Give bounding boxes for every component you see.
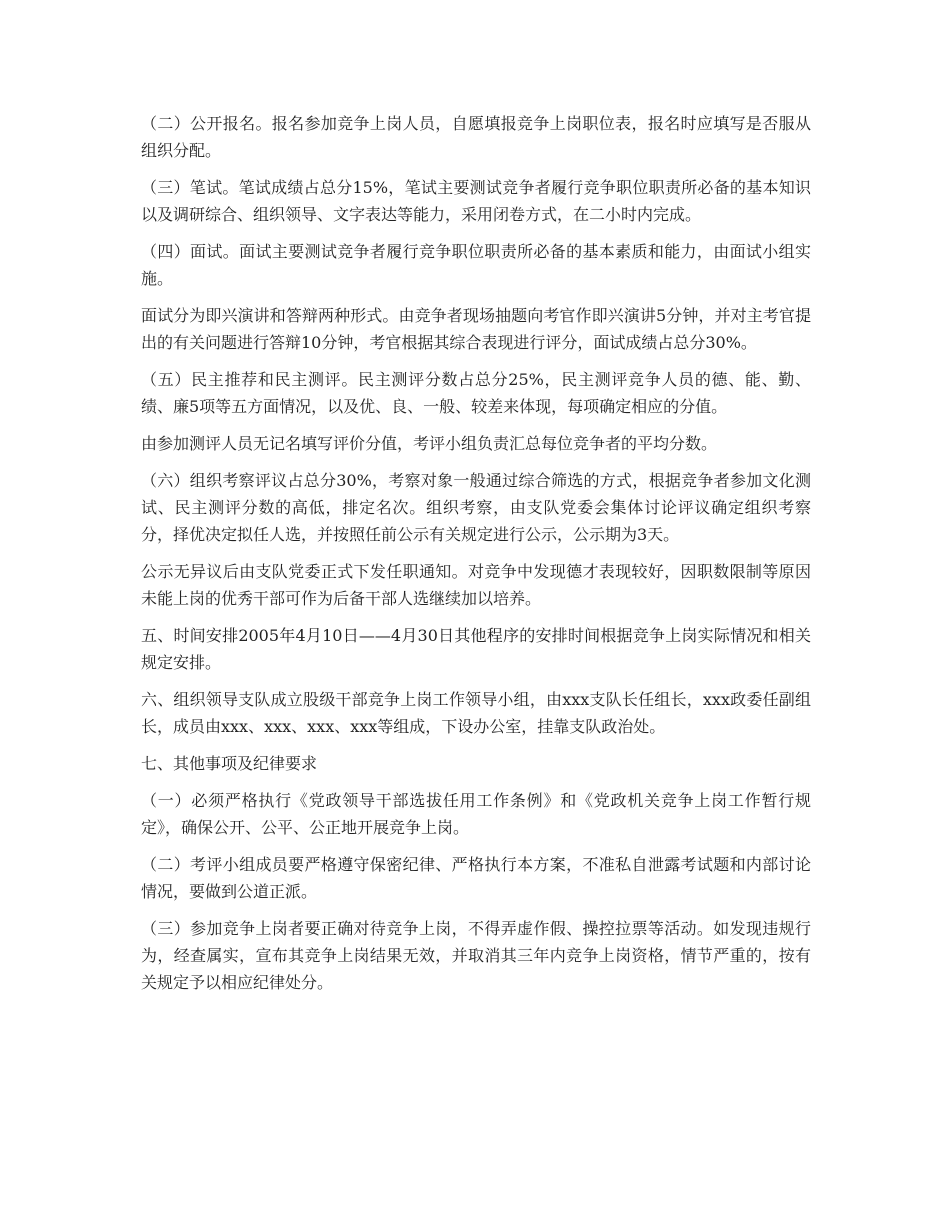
paragraph-regulations: （一）必须严格执行《党政领导干部选拔任用工作条例》和《党政机关竞争上岗工作暂行规定》，确保公开、公平、公正地开展竞争上岗。 xyxy=(141,791,811,837)
paragraph-leadership: 六、组织领导支队成立股级干部竞争上岗工作领导小组，由xxx支队长任组长，xxx政委任副组长，成员由xxx、xxx、xxx、xxx等组成，下设办公室，挂靠支队政治处。 xyxy=(141,690,811,736)
paragraph-misconduct: （三）参加竞争上岗者要正确对待竞争上岗，不得弄虚作假、操控拉票等活动。如发现违规行为，经查属实，宣布其竞争上岗结果无效，并取消其三年内竞争上岗资格，情节严重的，按有关规定予以相应纪律处分。 xyxy=(141,919,811,992)
paragraph-confidentiality: （二）考评小组成员要严格遵守保密纪律、严格执行本方案，不准私自泄露考试题和内部讨论情况，要做到公道正派。 xyxy=(141,855,811,901)
document-body xyxy=(141,110,811,1006)
section-heading-discipline: 七、其他事项及纪律要求 xyxy=(141,754,318,773)
paragraph-democratic-evaluation: （五）民主推荐和民主测评。民主测评分数占总分25%，民主测评竞争人员的德、能、勤、绩、廉5项等五方面情况，以及优、良、一般、较差来体现，每项确定相应的分值。 xyxy=(141,370,811,416)
paragraph-public-registration: （二）公开报名。报名参加竞争上岗人员，自愿填报竞争上岗职位表，报名时应填写是否服从组织分配。 xyxy=(141,114,811,160)
paragraph-interview: （四）面试。面试主要测试竞争者履行竞争职位职责所必备的基本素质和能力，由面试小组实施。 xyxy=(141,242,811,288)
paragraph-appointment-notice: 公示无异议后由支队党委正式下发任职通知。对竞争中发现德才表现较好，因职数限制等原因未能上岗的优秀干部可作为后备干部人选继续加以培养。 xyxy=(141,562,811,608)
paragraph-schedule: 五、时间安排2005年4月10日——4月30日其他程序的安排时间根据竞争上岗实际情况和相关规定安排。 xyxy=(141,626,811,672)
paragraph-interview-format: 面试分为即兴演讲和答辩两种形式。由竞争者现场抽题向考官作即兴演讲5分钟，并对主考官提出的有关问题进行答辩10分钟，考官根据其综合表现进行评分，面试成绩占总分30%。 xyxy=(141,306,811,352)
paragraph-written-exam: （三）笔试。笔试成绩占总分15%，笔试主要测试竞争者履行竞争职位职责所必备的基本知识以及调研综合、组织领导、文字表达等能力，采用闭卷方式，在二小时内完成。 xyxy=(141,178,811,224)
paragraph-organizational-review: （六）组织考察评议占总分30%，考察对象一般通过综合筛选的方式，根据竞争者参加文化测试、民主测评分数的高低，排定名次。组织考察，由支队党委会集体讨论评议确定组织考察分，择优决定拟任人选，并按照任前公示有关规定进行公示，公示期为3天。 xyxy=(141,471,811,544)
paragraph-anonymous-scoring: 由参加测评人员无记名填写评价分值，考评小组负责汇总每位竞争者的平均分数。 xyxy=(141,434,718,453)
